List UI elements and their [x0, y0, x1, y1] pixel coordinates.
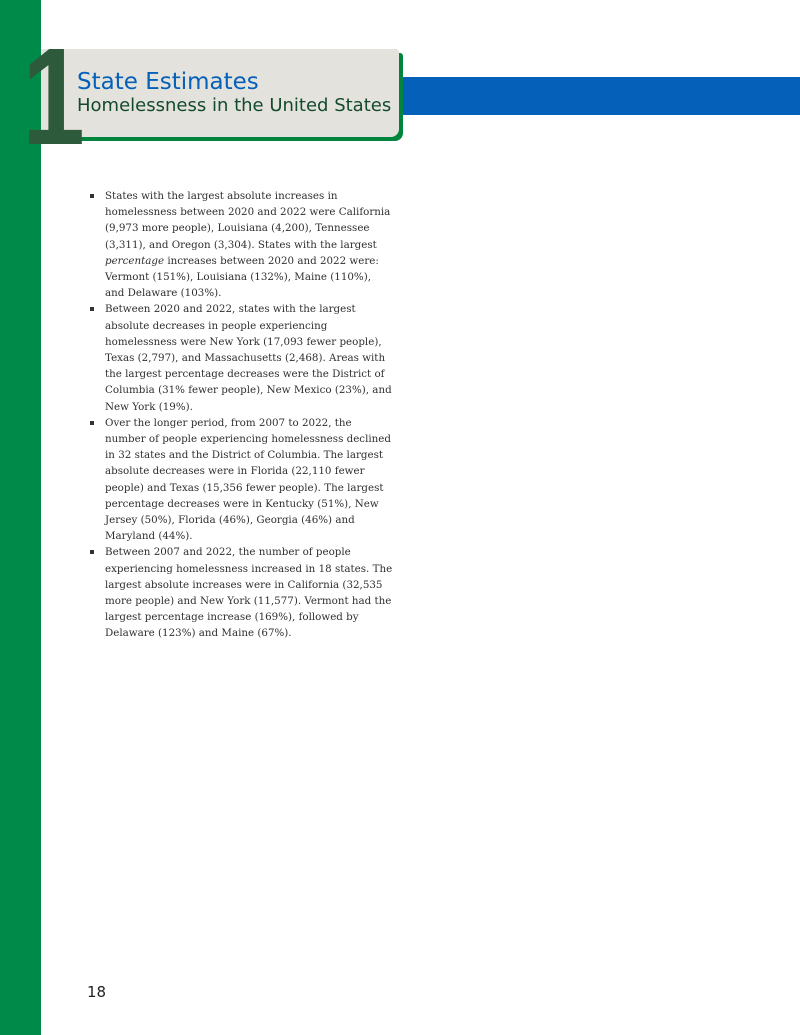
header-blue-band [403, 77, 800, 115]
list-item [88, 415, 393, 545]
bullet-square-icon [90, 421, 94, 425]
page-title: State Estimates [77, 69, 259, 95]
chapter-number: 1 [22, 20, 81, 174]
list-item-text-after: increases between 2020 and 2022 were: Vermont (151%), Louisiana (132%), Maine (110%), and Delaware (103%). [105, 254, 379, 300]
findings-list [88, 188, 393, 642]
list-item-text: Between 2020 and 2022, states with the largest absolute decreases in people experiencing homelessness were New York (17,093 fewer people), Texas (2,797), and Massachusetts (2,468). Areas with the largest percentage decreases were the District of Columbia (31% fewer people), New Mexico (23%), and New York (19%). [105, 303, 392, 413]
list-item-text: Over the longer period, from 2007 to 2022, the number of people experiencing homelessness declined in 32 states and the District of Columbia. The largest absolute decreases were in Florida (22,110 fewer people) and Texas (15,356 fewer people). The largest percentage decreases were in Kentucky (51%), New Jersey (50%), Florida (46%), Georgia (46%) and Maryland (44%). [105, 416, 391, 543]
list-item-text-before: States with the largest absolute increases in homelessness between 2020 and 2022 were California (9,973 more people), Louisiana (4,200), Tennessee (3,311), and Oregon (3,304). States with the largest [105, 190, 391, 251]
list-item [88, 188, 393, 301]
list-item-text: Between 2007 and 2022, the number of people experiencing homelessness increased in 18 states. The largest absolute increases were in California (32,535 more people) and New York (11,577). Vermont had the largest percentage increase (169%), followed by Delaware (123%) and Maine (67%). [105, 546, 393, 640]
bullet-square-icon [90, 307, 94, 311]
list-item [88, 301, 393, 414]
list-item-emphasis: percentage [105, 254, 165, 267]
page-subtitle: Homelessness in the United States [77, 95, 392, 116]
bullet-square-icon [90, 194, 94, 198]
page-number: 18 [87, 983, 107, 1001]
bullet-square-icon [90, 550, 94, 554]
list-item [88, 544, 393, 641]
